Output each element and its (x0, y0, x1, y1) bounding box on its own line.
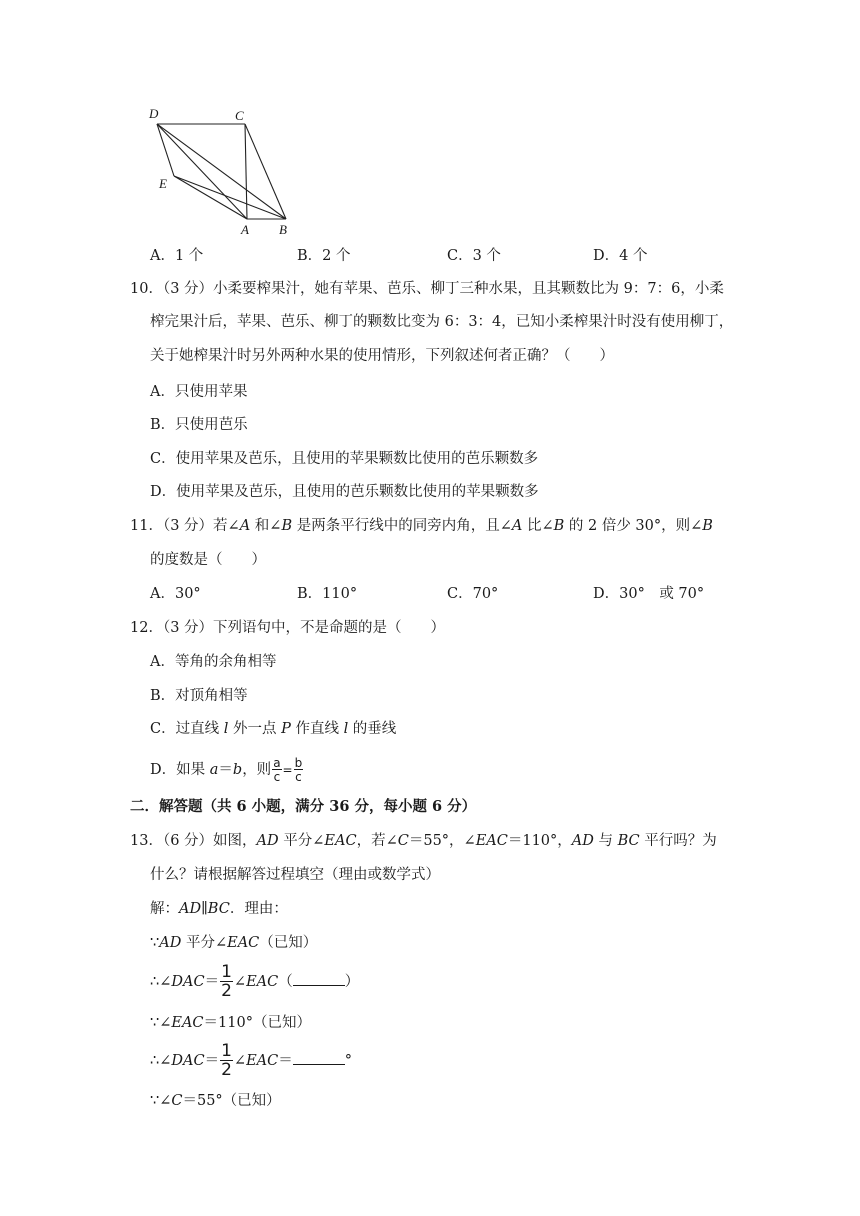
segment-DB (157, 124, 286, 219)
label-C: C (235, 108, 244, 123)
label-D: D (149, 106, 159, 121)
q12-option-b: B．对顶角相等 (150, 688, 248, 704)
q11-option-b: B．110° (297, 586, 358, 602)
label-B: B (279, 222, 287, 237)
q11-option-d: D．30° 或 70° (593, 586, 705, 602)
q13-step-5: ∵∠C＝55°（已知） (150, 1093, 281, 1109)
q10-option-c: C．使用苹果及芭乐，且使用的苹果颗数比使用的芭乐颗数多 (150, 451, 539, 467)
q12-stem: 12．（3 分）下列语句中，不是命题的是（ ） (130, 620, 446, 636)
q9-option-b: B．2 个 (297, 248, 351, 264)
q9-option-d: D．4 个 (593, 248, 648, 264)
q11-option-c: C．70° (447, 586, 499, 602)
q9-option-a: A．1 个 (150, 248, 204, 264)
q10-stem-line1: 10．（3 分）小柔要榨果汁，她有苹果、芭乐、柳丁三种水果，且其颗数比为 9：7：6，小柔 (130, 281, 724, 297)
label-E: E (159, 176, 167, 191)
fraction-one-half: $\frac{1}{2}$ (221, 1041, 232, 1080)
q13-step-4: ∴∠DAC＝ $\frac{1}{2}$ ∠EAC＝ ° (150, 1041, 352, 1080)
q12-option-c: C．过直线 l 外一点 P 作直线 l 的垂线 (150, 721, 397, 737)
fraction-b-over-c: $\frac{b}{c}$ (294, 756, 303, 784)
q10-stem-line3: 关于她榨果汁时另外两种水果的使用情形，下列叙述何者正确？（ ） (150, 348, 614, 364)
answer-blank-2[interactable] (293, 1050, 345, 1065)
q13-step-3: ∵∠EAC＝110°（已知） (150, 1015, 311, 1031)
q12-option-d: D．如果 a＝b，则 $\frac{a}{c}$ = $\frac{b}{c}$ (150, 756, 303, 784)
q13-stem-line1: 13．（6 分）如图，AD 平分∠EAC，若∠C＝55°，∠EAC＝110°，AD 与 BC 平行吗？为 (130, 833, 717, 849)
q13-stem-line2: 什么？请根据解答过程填空（理由或数学式） (150, 867, 440, 883)
q10-option-b: B．只使用芭乐 (150, 417, 248, 433)
geometry-figure (140, 100, 300, 240)
section-heading: 二．解答题（共 6 小题，满分 36 分，每小题 6 分） (130, 798, 477, 815)
q13-step-2: ∴∠DAC＝ $\frac{1}{2}$ ∠EAC（ ） (150, 962, 360, 1001)
q11-option-a: A．30° (150, 586, 201, 602)
segment-CA (245, 124, 247, 219)
segment-DA (157, 124, 247, 219)
q9-option-c: C．3 个 (447, 248, 501, 264)
q13-step-1: ∵AD 平分∠EAC（已知） (150, 935, 318, 951)
q11-stem-line2: 的度数是（ ） (150, 552, 266, 568)
q11-stem-line1: 11．（3 分）若∠A 和∠B 是两条平行线中的同旁内角，且∠A 比∠B 的 2 倍少 30°，则∠B (130, 518, 713, 534)
q10-stem-line2: 榨完果汁后，苹果、芭乐、柳丁的颗数比变为 6：3：4，已知小柔榨果汁时没有使用柳丁， (150, 314, 734, 330)
segment-EB (174, 176, 286, 219)
fraction-a-over-c: $\frac{a}{c}$ (273, 756, 281, 784)
q10-option-d: D．使用苹果及芭乐，且使用的芭乐颗数比使用的苹果颗数多 (150, 484, 539, 500)
segment-DE (157, 124, 174, 176)
answer-blank-1[interactable] (293, 971, 345, 986)
segment-CB (245, 124, 286, 219)
fraction-one-half: $\frac{1}{2}$ (221, 962, 232, 1001)
q10-option-a: A．只使用苹果 (150, 384, 248, 400)
q13-solution-intro: 解：AD∥BC．理由： (150, 901, 288, 917)
label-A: A (241, 222, 249, 237)
q12-option-a: A．等角的余角相等 (150, 654, 277, 670)
